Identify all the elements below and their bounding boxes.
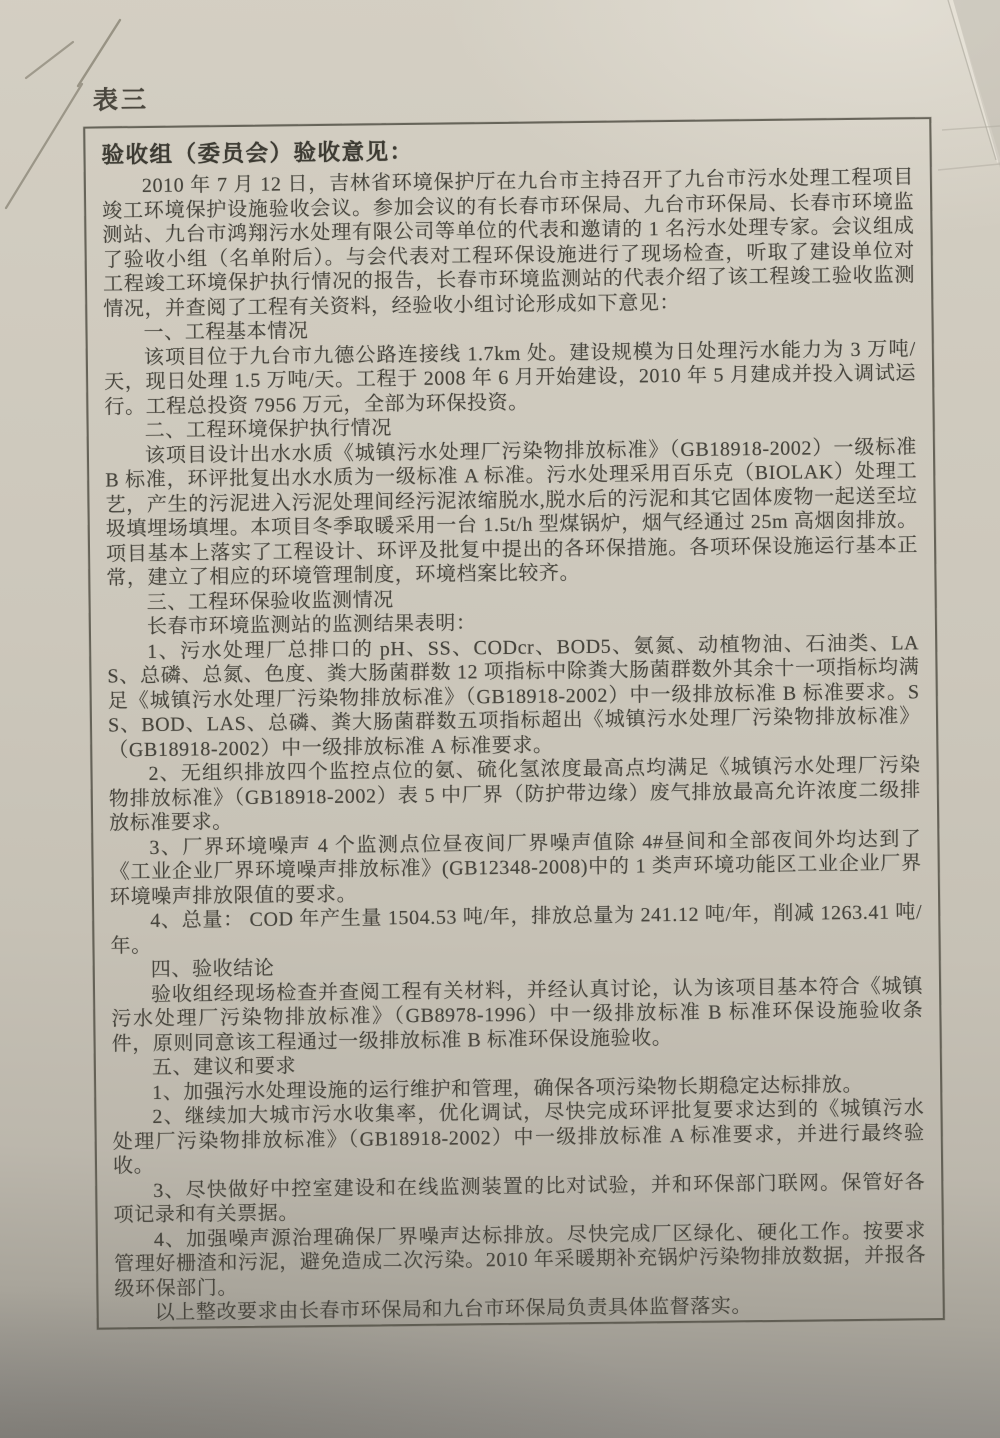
section-5-item-1: 1、加强污水处理设施的运行维护和管理，确保各项污染物长期稳定达标排放。 — [152, 1073, 864, 1104]
intro-paragraph: 2010 年 7 月 12 日，吉林省环境保护厅在九台市主持召开了九台市污水处理工程项目竣工环境保护设施验收会议。参加会议的有长春市环保局、九台市环保局、长春市环境监测站、九台市鸿翔污水处理有限公司等单位的代表和邀请的 1 名污水处理专家。会议组成了验收小组（名单附后）。与会代表对工程环保设施进行了现场检查，听取了建设单位对工程竣工环境保护执行情况的报告，长春市环境监测站的代表介绍了该工程竣工验收监测情况，并查阅了工程有关资料，经验收小组讨论形成如下意见： — [102, 166, 916, 320]
section-3-lead: 长春市环境监测站的监测结果表明： — [146, 612, 477, 638]
form-label: 表三 — [92, 86, 150, 115]
section-3-heading: 三、工程环保验收监测情况 — [146, 588, 394, 614]
faint-scratch-lines — [938, 126, 1000, 170]
section-3-item-4: 4、总量： COD 年产生量 1504.53 吨/年，排放总量为 241.12 吨/年，削减 1263.41 吨/年。 — [110, 901, 923, 957]
section-3-item-1: 1、污水处理厂总排口的 pH、SS、CODcr、BOD5、氨氮、动植物油、石油类、LAS、总磷、总氮、色度、粪大肠菌群数 12 项指标中除粪大肠菌群数外其余十一项指标均满足《城镇污水处理厂污染物排放标准》（GB18918-2002）中一级排放标准 B 标准要求。SS、BOD、LAS、总磷、粪大肠菌群数五项指标超出《城镇污水处理厂污染物排放标准》（GB18918-2002）中一级排放标准 A 标准要求。 — [107, 631, 921, 761]
closing-paragraph: 以上整改要求由长春市环保局和九台市环保局负责具体监督落实。 — [154, 1295, 753, 1324]
section-5-item-4: 4、加强噪声源治理确保厂界噪声达标排放。尽快完成厂区绿化、硬化工作。按要求管理好栅渣和污泥，避免造成二次污染。2010 年采暖期补充锅炉污染物排放数据，并报各级环保部门。 — [114, 1219, 927, 1300]
section-2-heading: 二、工程环境保护执行情况 — [144, 417, 393, 443]
section-5-item-3: 3、尽快做好中控室建设和在线监测装置的比对试验，并和环保部门联网。保管好各项记录和有关票据。 — [113, 1170, 926, 1227]
section-4-body: 验收组经现场检查并查阅工程有关材料，并经认真讨论，认为该项目基本符合《城镇污水处理厂污染物排放标准》（GB8978-1996）中一级排放标准 B 标准环保设施验收条件，原则同意该工程通过一级排放标准 B 标准环保设施验收。 — [111, 974, 924, 1055]
opinion-box-title: 验收组（委员会）验收意见： — [101, 138, 414, 168]
section-3-item-3: 3、厂界环境噪声 4 个监测点位昼夜间厂界噪声值除 4#昼间和全部夜间外均达到了《工业企业厂界环境噪声排放标准》(GB12348-2008)中的 1 类声环境功能区工业企业厂界环境噪声排放限值的要求。 — [109, 827, 922, 908]
paper-fold-crease — [948, 0, 1000, 168]
section-2-body: 该项目设计出水水质《城镇污水处理厂污染物排放标准》（GB18918-2002）一级标准 B 标准，环评批复出水水质为一级标准 A 标准。污水处理采用百乐克（BIOLAK）处理工艺，产生的污泥进入污泥处理间经污泥浓缩脱水,脱水后的污泥和其它固体废物一起送至垃圾填埋场填埋。本项目冬季取暖采用一台 1.5t/h 型煤锅炉，烟气经通过 25m 高烟囱排放。项目基本上落实了工程设计、环评及批复中提出的各环保措施。各项环保设施运行基本正常，建立了相应的环境管理制度，环境档案比较齐。 — [105, 435, 919, 590]
section-1-body: 该项目位于九台市九德公路连接线 1.7km 处。建设规模为日处理污水能力为 3 万吨/天，现日处理 1.5 万吨/天。工程于 2008 年 6 月开始建设，2010 年 5 月建成并投入调试运行。工程总投资 7956 万元，全部为环保投资。 — [104, 337, 917, 418]
opinion-box — [83, 117, 945, 1330]
section-1-heading: 一、工程基本情况 — [143, 320, 309, 345]
section-3-item-2: 2、无组织排放四个监控点位的氨、硫化氢浓度最高点均满足《城镇污水处理厂污染物排放标准》（GB18918-2002）表 5 中厂界（防护带边缘）废气排放最高允许浓度二级排放标准要求。 — [108, 754, 921, 835]
section-4-heading: 四、验收结论 — [150, 957, 275, 981]
section-5-heading: 五、建议和要求 — [151, 1055, 297, 1079]
section-5-item-2: 2、继续加大城市污水收集率，优化调试，尽快完成环评批复要求达到的《城镇污水处理厂污染物排放标准》（GB18918-2002）中一级排放标准 A 标准要求，并进行最终验收。 — [112, 1097, 925, 1178]
